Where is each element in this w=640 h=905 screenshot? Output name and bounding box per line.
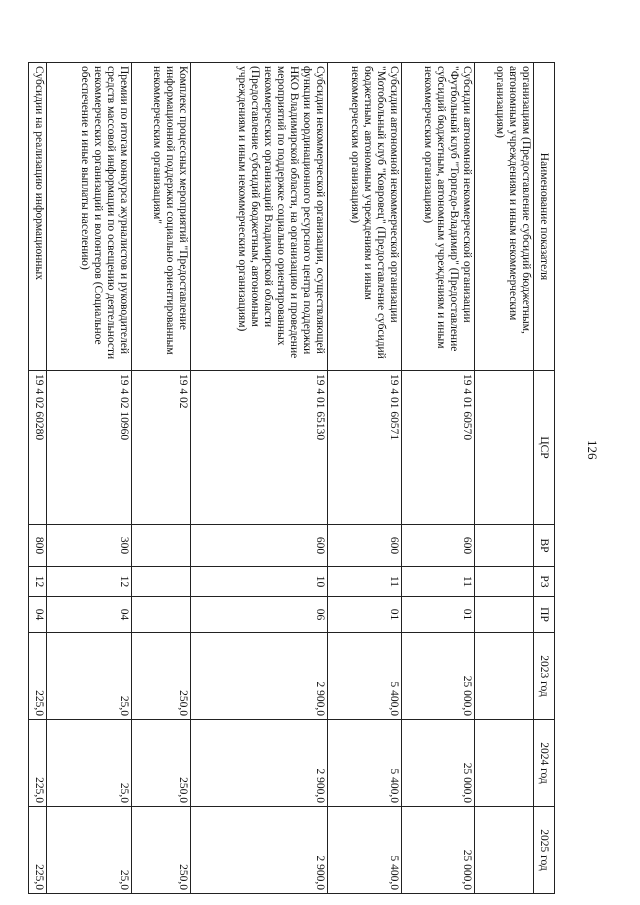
row-2024: 5 400,0 <box>327 720 401 807</box>
row-pr: 01 <box>401 597 475 633</box>
row-vr: 800 <box>29 525 47 567</box>
table-row <box>47 63 132 894</box>
header-2024: 2024 год <box>534 720 555 807</box>
row-rz: 11 <box>327 567 401 597</box>
row-2024: 250,0 <box>132 720 191 807</box>
row-2025 <box>475 807 534 894</box>
row-2023 <box>475 633 534 720</box>
row-2024 <box>475 720 534 807</box>
row-2024: 25 000,0 <box>401 720 475 807</box>
row-csr: 19 4 02 10960 <box>47 371 132 525</box>
row-pr: 01 <box>327 597 401 633</box>
row-rz: 12 <box>29 567 47 597</box>
table-row <box>327 63 401 894</box>
row-pr <box>475 597 534 633</box>
table-row <box>401 63 475 894</box>
row-name: Субсидии на реализацию информационных <box>29 63 47 371</box>
row-name: Субсидии некоммерческой организации, осуществляющей функции координационного ресурсного центра поддержки НКО Владимирской области, на организацию и проведение мероприятий по поддержке социально ориентированных некоммерческих организаций Владимирской области (Предоставление субсидий бюджетным, автономным учреждениям и иным некоммерческим организациям) <box>190 63 327 371</box>
table-row <box>29 63 47 894</box>
row-name: организациям (Предоставление субсидий бюджетным, автономным учреждениям и иным некоммерческим организациям) <box>475 63 534 371</box>
header-2023: 2023 год <box>534 633 555 720</box>
row-pr: 04 <box>29 597 47 633</box>
row-pr: 04 <box>47 597 132 633</box>
row-rz: 11 <box>401 567 475 597</box>
table-row <box>475 63 534 894</box>
row-rz: 12 <box>47 567 132 597</box>
row-name: Субсидии автономной некоммерческой организации "Мотобольный клуб "Ковровец" (Предоставление субсидий бюджетным, автономным учреждениям и иным некоммерческим организациям) <box>327 63 401 371</box>
row-csr: 19 4 01 65130 <box>190 371 327 525</box>
row-csr: 19 4 01 60570 <box>401 371 475 525</box>
rotated-table-container <box>28 62 555 893</box>
row-vr <box>132 525 191 567</box>
row-2025: 250,0 <box>132 807 191 894</box>
header-csr: ЦСР <box>534 371 555 525</box>
row-2024: 2 900,0 <box>190 720 327 807</box>
row-pr: 06 <box>190 597 327 633</box>
header-rz: РЗ <box>534 567 555 597</box>
row-2025: 25 000,0 <box>401 807 475 894</box>
row-name: Субсидии автономной некоммерческой организации "Футбольный клуб "Торпедо-Владимир" (Предоставление субсидий бюджетным, автономным учреждениям и иным некоммерческим организациям) <box>401 63 475 371</box>
row-rz <box>475 567 534 597</box>
table-header-row <box>534 63 555 894</box>
row-pr <box>132 597 191 633</box>
row-vr: 600 <box>190 525 327 567</box>
table-row <box>132 63 191 894</box>
row-csr <box>475 371 534 525</box>
row-vr: 300 <box>47 525 132 567</box>
row-name: Премии по итогам конкурса журналистов и руководителей средств массовой информации по освещению деятельности некоммерческих организаций и волонтеров (Социальное обеспечение и иные выплаты населению) <box>47 63 132 371</box>
row-2025: 5 400,0 <box>327 807 401 894</box>
header-2025: 2025 год <box>534 807 555 894</box>
row-name: Комплекс процессных мероприятий "Предоставление информационной поддержки социально ориентированным некоммерческим организациям" <box>132 63 191 371</box>
row-rz: 10 <box>190 567 327 597</box>
row-vr <box>475 525 534 567</box>
page-number: 126 <box>585 440 600 460</box>
header-name: Наименование показателя <box>534 63 555 371</box>
row-2023: 250,0 <box>132 633 191 720</box>
row-csr: 19 4 02 60280 <box>29 371 47 525</box>
row-csr: 19 4 01 60571 <box>327 371 401 525</box>
row-2025: 2 900,0 <box>190 807 327 894</box>
row-2023: 2 900,0 <box>190 633 327 720</box>
row-vr: 600 <box>401 525 475 567</box>
row-2024: 225,0 <box>29 720 47 807</box>
row-rz <box>132 567 191 597</box>
table-row <box>190 63 327 894</box>
row-csr: 19 4 02 <box>132 371 191 525</box>
row-vr: 600 <box>327 525 401 567</box>
row-2023: 25 000,0 <box>401 633 475 720</box>
row-2025: 225,0 <box>29 807 47 894</box>
budget-table <box>28 62 555 894</box>
row-2023: 25,0 <box>47 633 132 720</box>
row-2025: 25,0 <box>47 807 132 894</box>
header-pr: ПР <box>534 597 555 633</box>
row-2024: 25,0 <box>47 720 132 807</box>
row-2023: 5 400,0 <box>327 633 401 720</box>
header-vr: ВР <box>534 525 555 567</box>
row-2023: 225,0 <box>29 633 47 720</box>
